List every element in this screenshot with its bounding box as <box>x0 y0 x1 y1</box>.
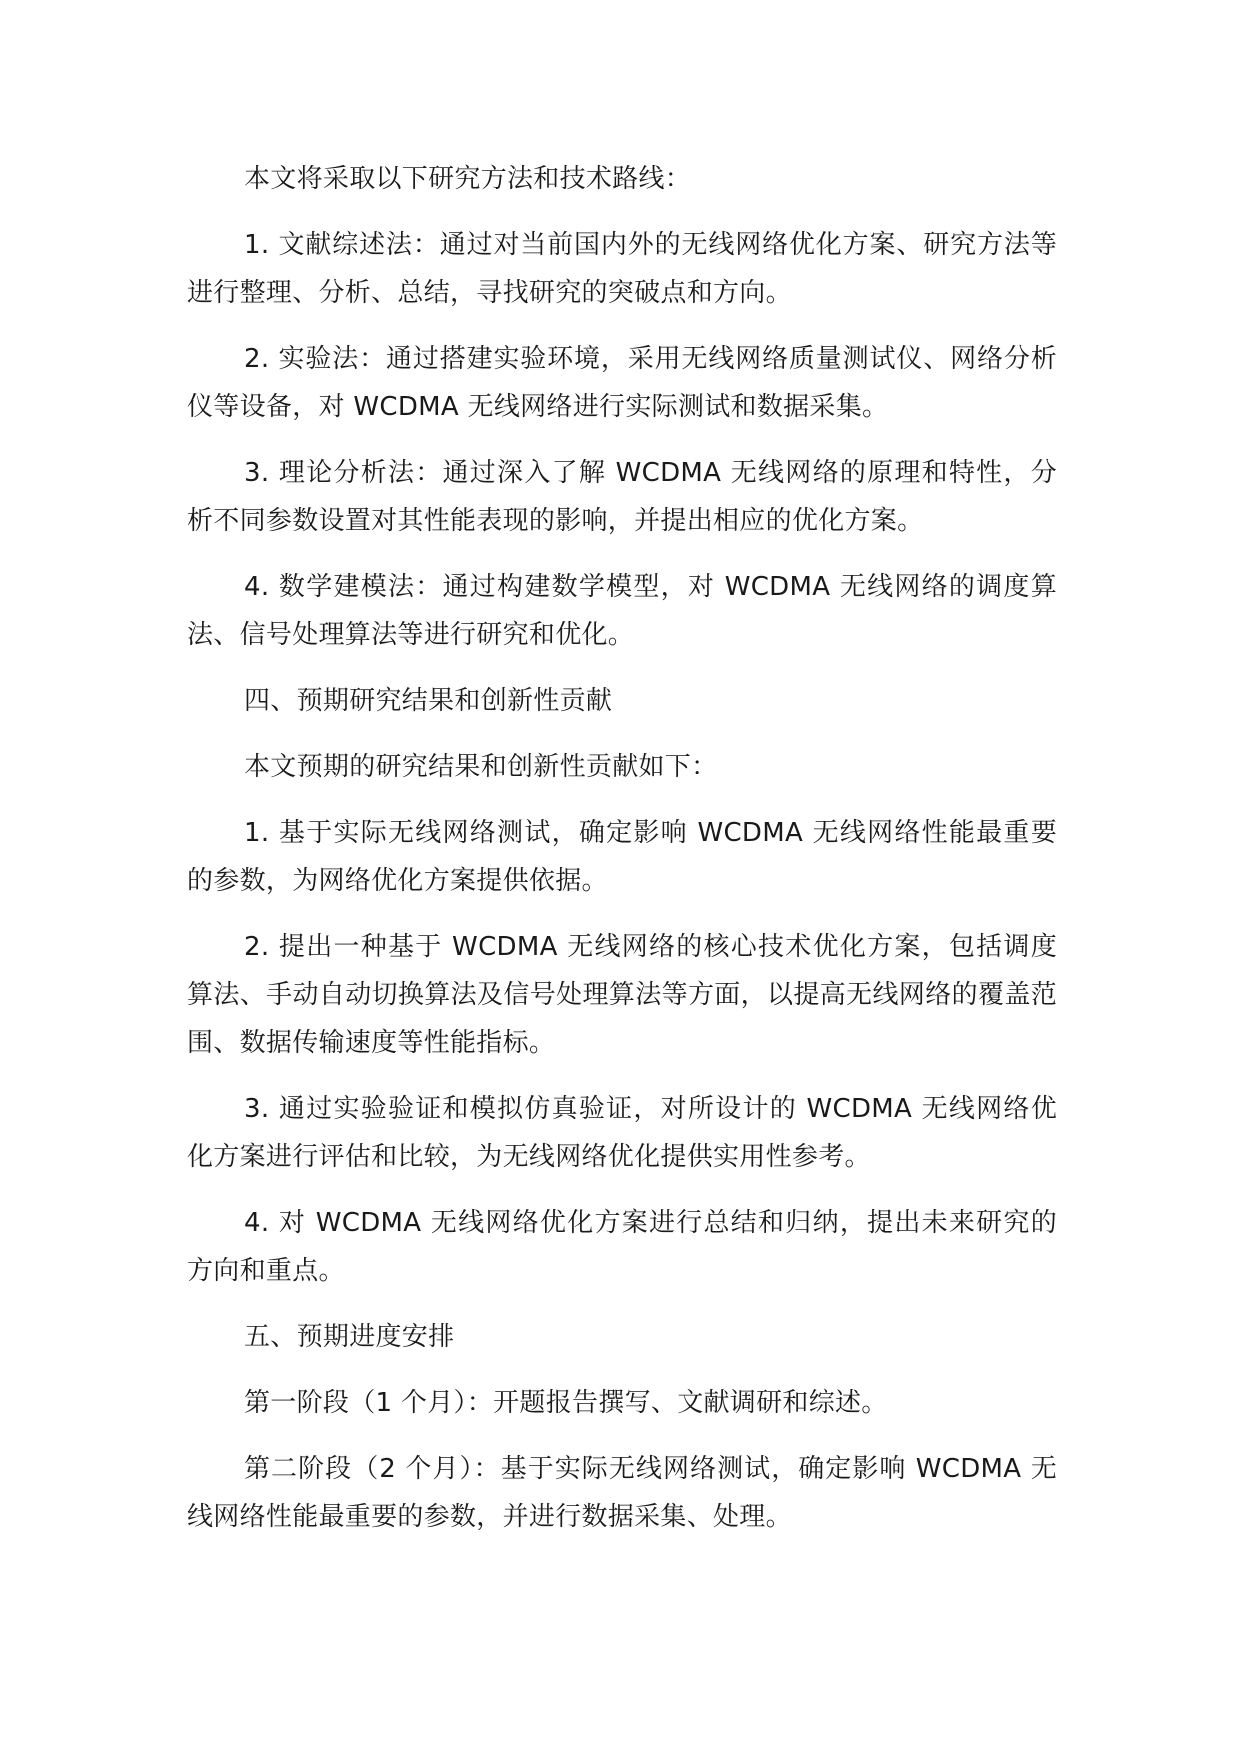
schedule-stage-1-paragraph: 第一阶段（1 个月）：开题报告撰写、文献调研和综述。 <box>244 1388 888 1418</box>
section-heading-expected-results: 四、预期研究结果和创新性贡献 <box>244 686 613 716</box>
section-heading-schedule: 五、预期进度安排 <box>244 1322 455 1352</box>
results-intro-paragraph: 本文预期的研究结果和创新性贡献如下： <box>244 752 718 782</box>
result-4-paragraph: 4. 对 WCDMA 无线网络优化方案进行总结和归纳，提出未来研究的方向和重点。 <box>187 1208 1057 1286</box>
method-4-paragraph: 4. 数学建模法：通过构建数学模型，对 WCDMA 无线网络的调度算法、信号处理算法等进行研究和优化。 <box>187 572 1057 650</box>
method-2-paragraph: 2. 实验法：通过搭建实验环境，采用无线网络质量测试仪、网络分析仪等设备，对 WCDMA 无线网络进行实际测试和数据采集。 <box>187 344 1057 422</box>
intro-paragraph: 本文将采取以下研究方法和技术路线： <box>244 164 692 194</box>
result-1-paragraph: 1. 基于实际无线网络测试，确定影响 WCDMA 无线网络性能最重要的参数，为网络优化方案提供依据。 <box>187 818 1057 896</box>
schedule-stage-2-paragraph: 第二阶段（2 个月）：基于实际无线网络测试，确定影响 WCDMA 无线网络性能最重要的参数，并进行数据采集、处理。 <box>187 1454 1057 1532</box>
result-3-paragraph: 3. 通过实验验证和模拟仿真验证，对所设计的 WCDMA 无线网络优化方案进行评估和比较，为无线网络优化提供实用性参考。 <box>187 1094 1057 1172</box>
method-1-paragraph: 1. 文献综述法：通过对当前国内外的无线网络优化方案、研究方法等进行整理、分析、总结，寻找研究的突破点和方向。 <box>187 230 1057 308</box>
result-2-paragraph: 2. 提出一种基于 WCDMA 无线网络的核心技术优化方案，包括调度算法、手动自动切换算法及信号处理算法等方面，以提高无线网络的覆盖范围、数据传输速度等性能指标。 <box>187 932 1057 1058</box>
document-body <box>187 155 1057 1559</box>
method-3-paragraph: 3. 理论分析法：通过深入了解 WCDMA 无线网络的原理和特性，分析不同参数设置对其性能表现的影响，并提出相应的优化方案。 <box>187 458 1057 536</box>
